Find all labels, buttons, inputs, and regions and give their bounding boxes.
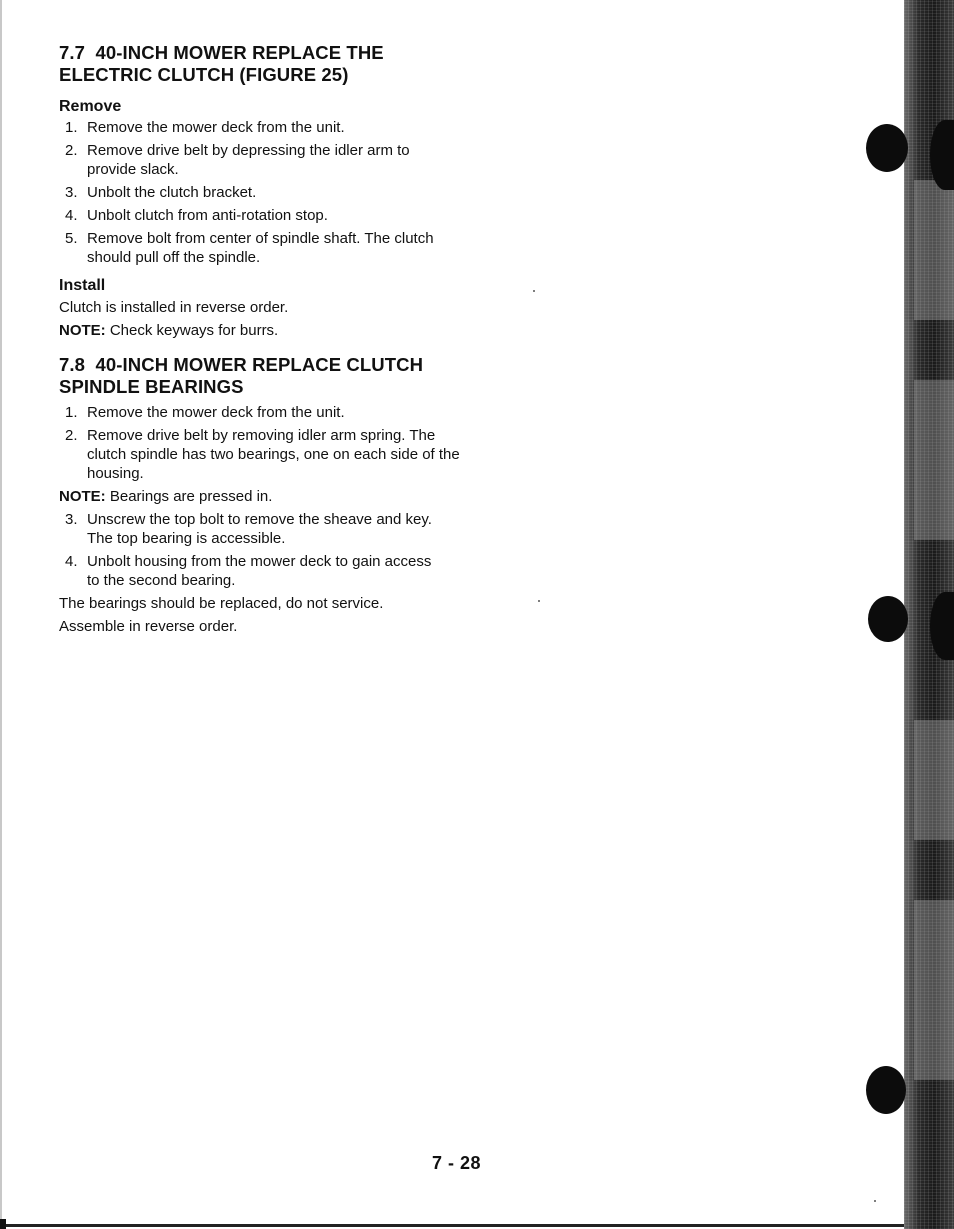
- step-text: Unbolt clutch from anti-rotation stop.: [87, 207, 328, 224]
- closing-assemble-text: Assemble in reverse order.: [59, 618, 238, 635]
- list-item: [59, 118, 439, 137]
- scan-speck: [874, 1200, 876, 1202]
- note-label: NOTE:: [59, 322, 106, 339]
- step-number: 3.: [65, 184, 78, 201]
- bottom-scan-edge: [0, 1224, 910, 1227]
- note-text: Check keyways for burrs.: [109, 322, 279, 339]
- section-7-7-title-line2: ELECTRIC CLUTCH (FIGURE 25): [59, 64, 349, 85]
- list-item: [59, 229, 439, 267]
- section-7-8-title-line1: 7.8 40-INCH MOWER REPLACE CLUTCH: [59, 354, 424, 375]
- step-text: Remove the mower deck from the unit.: [87, 119, 345, 136]
- list-item: [59, 403, 439, 422]
- corner-mark: [0, 1219, 6, 1229]
- section-7-7-title: [59, 42, 439, 86]
- note-bearings: [59, 487, 439, 506]
- step-number: 1.: [65, 404, 78, 421]
- note-label: NOTE:: [59, 488, 106, 505]
- step-number: 4.: [65, 553, 78, 570]
- step-text: Unbolt housing from the mower deck to gain access to the second bearing.: [87, 553, 432, 589]
- step-text: Unbolt the clutch bracket.: [87, 184, 257, 201]
- section-7-7-title-line1: 7.7 40-INCH MOWER REPLACE THE: [59, 42, 384, 63]
- remove-steps-list: [59, 118, 439, 267]
- scan-speck: [538, 600, 540, 602]
- step-number: 4.: [65, 207, 78, 224]
- install-heading: Install: [59, 277, 106, 294]
- binder-hole-middle-icon: [868, 596, 908, 642]
- binder-hole-top-icon: [866, 124, 908, 172]
- remove-heading: Remove: [59, 98, 122, 115]
- closing-service-text: The bearings should be replaced, do not service.: [59, 595, 384, 612]
- left-scan-edge: [0, 0, 2, 1229]
- step-number: 1.: [65, 119, 78, 136]
- scan-speck: [533, 290, 535, 292]
- binder-edge-notch-middle-icon: [930, 592, 954, 660]
- list-item: [59, 510, 439, 548]
- list-item: [59, 206, 439, 225]
- list-item: [59, 426, 467, 483]
- list-item: [59, 141, 439, 179]
- page-content: [59, 42, 460, 636]
- step-number: 5.: [65, 230, 78, 247]
- list-item: [59, 552, 439, 590]
- section-7-7: [59, 42, 439, 340]
- binder-edge-notch-top-icon: [930, 120, 954, 190]
- step-text: Unscrew the top bolt to remove the sheave and key. The top bearing is accessible.: [87, 511, 432, 547]
- step-text: Remove bolt from center of spindle shaft. The clutch should pull off the spindle.: [87, 230, 434, 266]
- bearing-steps-list-b: [59, 510, 439, 590]
- list-item: [59, 183, 439, 202]
- step-text: Remove the mower deck from the unit.: [87, 404, 345, 421]
- step-text: Remove drive belt by depressing the idler arm to provide slack.: [87, 142, 410, 178]
- binder-hole-bottom-icon: [866, 1066, 906, 1114]
- section-7-8: [59, 354, 460, 636]
- step-number: 3.: [65, 511, 78, 528]
- page-number: 7 - 28: [432, 1153, 482, 1173]
- section-7-8-title-line2: SPINDLE BEARINGS: [59, 376, 244, 397]
- install-text: Clutch is installed in reverse order.: [59, 299, 289, 316]
- step-text: Remove drive belt by removing idler arm spring. The clutch spindle has two bearings, one on each side of the housing.: [87, 427, 460, 482]
- note-keyways: [59, 321, 439, 340]
- section-7-8-title: [59, 354, 439, 398]
- bearing-steps-list-a: [59, 403, 460, 483]
- note-text: Bearings are pressed in.: [109, 488, 273, 505]
- step-number: 2.: [65, 427, 78, 444]
- step-number: 2.: [65, 142, 78, 159]
